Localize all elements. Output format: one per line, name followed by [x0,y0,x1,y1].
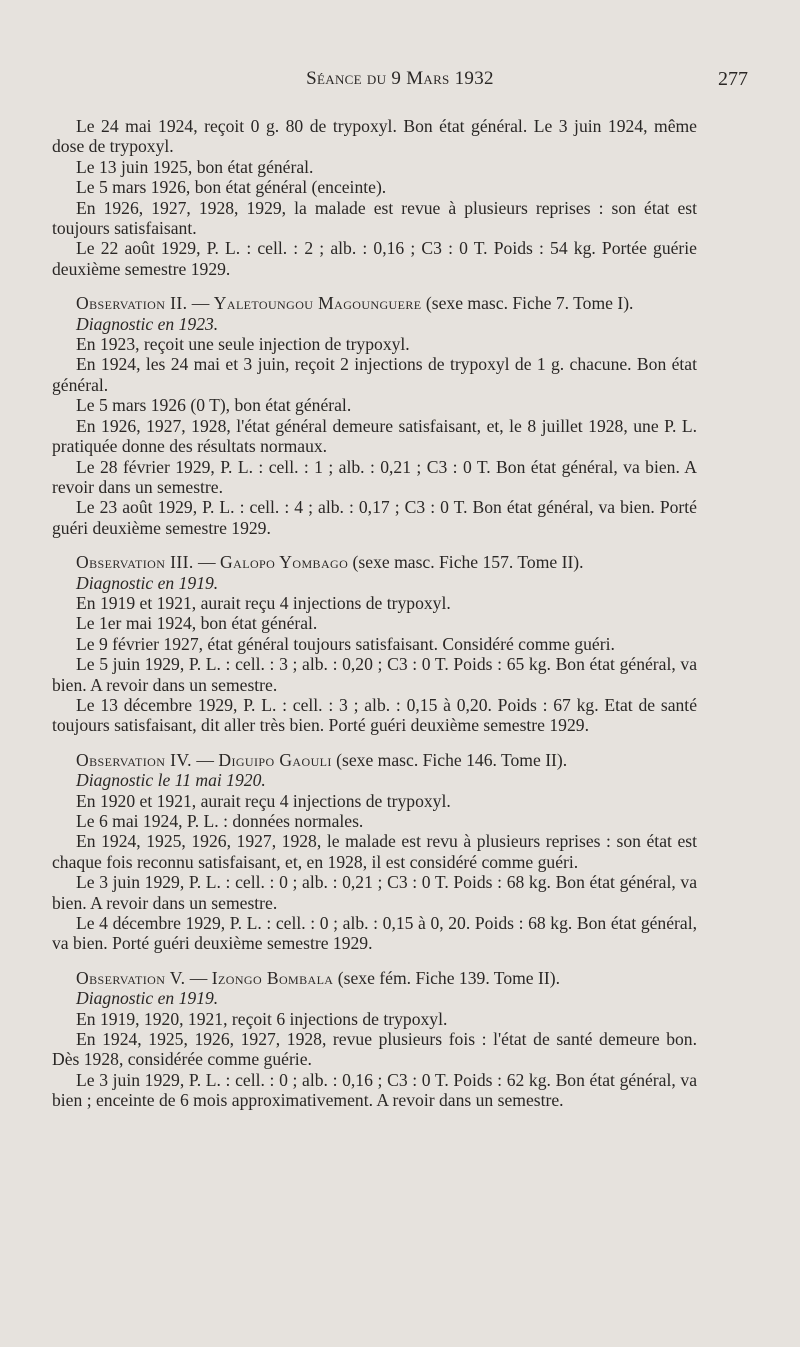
diagnostic-line: Diagnostic en 1923. [76,313,219,334]
patient-name: Diguipo Gaouli [218,749,332,770]
paragraph: Le 5 juin 1929, P. L. : cell. : 3 ; alb. : 0,20 ; C3 : 0 T. Poids : 65 kg. Bon état général, va bien. A revoir dans un semestre. [52,654,697,695]
paragraph: En 1923, reçoit une seule injection de trypoxyl. [76,334,410,355]
observation-details: (sexe fém. Fiche 139. Tome II). [333,967,560,988]
paragraph: En 1924, 1925, 1926, 1927, 1928, revue plusieurs fois : l'état de santé demeure bon. Dès 1928, considérée comme guérie. [52,1029,697,1070]
paragraph: Le 3 juin 1929, P. L. : cell. : 0 ; alb. : 0,16 ; C3 : 0 T. Poids : 62 kg. Bon état général, va bien ; enceinte de 6 mois approximativement. A revoir dans un semestre. [52,1069,697,1111]
observation-details: (sexe masc. Fiche 7. Tome I). [421,293,634,314]
diagnostic-line: Diagnostic en 1919. [76,988,219,1009]
paragraph: En 1919 et 1921, aurait reçu 4 injections de trypoxyl. [76,592,451,613]
observation-5 [52,968,697,1111]
paragraph: Le 3 juin 1929, P. L. : cell. : 0 ; alb. : 0,21 ; C3 : 0 T. Poids : 68 kg. Bon état général, va bien. A revoir dans un semestre. [52,872,697,913]
patient-name: Galopo Yombago [220,552,349,573]
paragraph: Le 13 décembre 1929, P. L. : cell. : 3 ; alb. : 0,15 à 0,20. Poids : 67 kg. Etat de santé toujours satisfaisant, dit aller très bien. Porté guéri deuxième semestre 1929. [52,694,697,736]
observation-label: Observation IV. [76,749,192,770]
patient-name: Izongo Bombala [211,967,334,988]
paragraph: Le 23 août 1929, P. L. : cell. : 4 ; alb. : 0,17 ; C3 : 0 T. Bon état général, va bien. Porté guéri deuxième semestre 1929. [52,497,697,538]
observation-2 [52,293,697,538]
paragraph: Le 28 février 1929, P. L. : cell. : 1 ; alb. : 0,21 ; C3 : 0 T. Bon état général, va bien. A revoir dans un semestre. [52,456,697,497]
observation-label: Observation II. [76,293,188,314]
page-number: 277 [718,68,748,90]
observation-heading: Observation V. — Izongo Bombala (sexe fém. Fiche 139. Tome II). [76,967,560,988]
paragraph: Le 6 mai 1924, P. L. : données normales. [76,811,364,831]
paragraph: En 1919, 1920, 1921, reçoit 6 injections de trypoxyl. [76,1008,448,1029]
paragraph: En 1920 et 1921, aurait reçu 4 injections de trypoxyl. [76,790,451,811]
running-title: Séance du 9 Mars 1932 [306,68,494,89]
paragraph: En 1924, les 24 mai et 3 juin, reçoit 2 injections de trypoxyl de 1 g. chacune. Bon état général. [52,354,697,395]
observation-heading: Observation III. — Galopo Yombago (sexe masc. Fiche 157. Tome II). [76,552,584,573]
case-continuation [52,116,697,279]
page-header [52,68,748,98]
paragraph: Le 5 mars 1926, bon état général (enceinte). [76,177,387,198]
diagnostic-line: Diagnostic le 11 mai 1920. [76,770,266,791]
observation-3 [52,552,697,736]
paragraph: Le 5 mars 1926 (0 T), bon état général. [76,395,352,416]
paragraph: Le 13 juin 1925, bon état général. [76,156,314,177]
observation-label: Observation III. [76,552,194,573]
observation-label: Observation V. [76,967,186,988]
paragraph: En 1926, 1927, 1928, l'état général demeure satisfaisant, et, le 8 juillet 1928, une P. L. pratiquée donne des résultats normaux. [52,415,697,457]
patient-name: Yaletoungou Magounguere [213,293,422,314]
body-text [52,116,697,1111]
observation-details: (sexe masc. Fiche 157. Tome II). [348,552,584,573]
observation-4 [52,750,697,954]
paragraph: Le 4 décembre 1929, P. L. : cell. : 0 ; alb. : 0,15 à 0, 20. Poids : 68 kg. Bon état général, va bien. Porté guéri deuxième semestre 1929. [52,913,697,954]
paragraph: En 1926, 1927, 1928, 1929, la malade est revue à plusieurs reprises : son état est toujours satisfaisant. [52,197,697,239]
observation-heading: Observation IV. — Diguipo Gaouli (sexe masc. Fiche 146. Tome II). [76,749,568,770]
paragraph: En 1924, 1925, 1926, 1927, 1928, le malade est revu à plusieurs reprises : son état est chaque fois reconnu satisfaisant, et, en 1928, il est considéré comme guéri. [52,831,697,872]
observation-details: (sexe masc. Fiche 146. Tome II). [331,749,568,770]
observation-heading: Observation II. — Yaletoungou Magounguere (sexe masc. Fiche 7. Tome I). [76,293,634,314]
diagnostic-line: Diagnostic en 1919. [76,572,219,593]
paragraph: Le 24 mai 1924, reçoit 0 g. 80 de trypoxyl. Bon état général. Le 3 juin 1924, même dose de trypoxyl. [52,116,697,157]
paragraph: Le 22 août 1929, P. L. : cell. : 2 ; alb. : 0,16 ; C3 : 0 T. Poids : 54 kg. Portée guérie deuxième semestre 1929. [52,238,697,279]
paragraph: Le 9 février 1927, état général toujours satisfaisant. Considéré comme guéri. [76,633,615,654]
paragraph: Le 1er mai 1924, bon état général. [76,613,318,634]
